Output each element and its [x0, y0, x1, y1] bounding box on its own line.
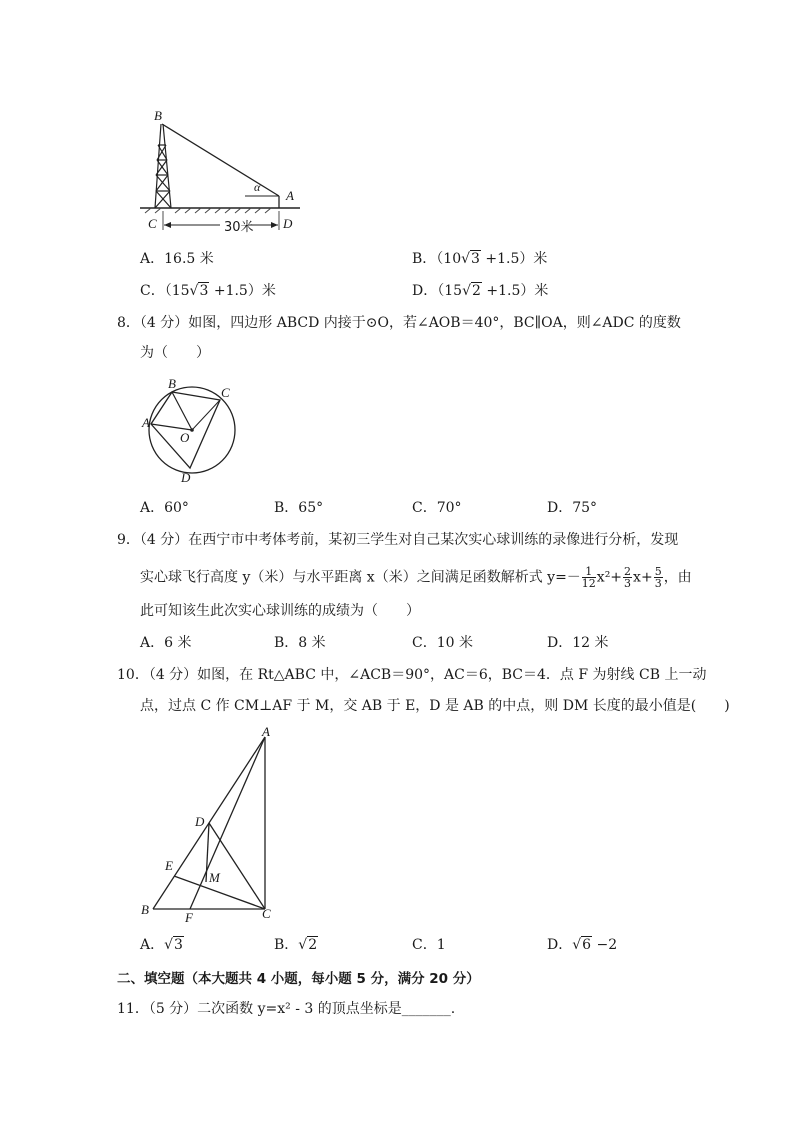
q10-option-b[interactable] [274, 935, 318, 955]
q10-option-b-key: B． [274, 937, 299, 953]
circle-label-D: D [181, 470, 191, 485]
tower-figure [135, 105, 305, 235]
q9-stem-text-b: x²+ [596, 569, 623, 586]
q10-option-d-post: −2 [592, 937, 618, 953]
q11-stem: 11．（5 分）二次函数 y=x² - 3 的顶点坐标是_______. [117, 1001, 456, 1017]
q7-option-b-pre: （10 [436, 251, 462, 267]
q9-option-a[interactable]: A．6 米 [140, 635, 192, 651]
tower-label-alpha: α [254, 180, 261, 194]
q10-option-a-key: A． [140, 937, 165, 953]
q7-option-b[interactable] [412, 249, 547, 269]
sqrt-icon: √ [462, 283, 471, 299]
q10-option-c-key: C． [412, 937, 437, 953]
q10-option-b-radicand: 2 [308, 937, 318, 953]
q9-option-d[interactable]: D．12 米 [547, 635, 609, 651]
tower-label-C: C [148, 216, 157, 231]
q9-stem-text-d: ，由 [663, 569, 692, 586]
q10-option-d-radicand: 6 [582, 937, 592, 953]
triangle-label-F: F [185, 910, 193, 925]
triangle-label-A: A [262, 724, 270, 739]
tower-label-A: A [286, 188, 294, 203]
sqrt-icon: √ [189, 283, 199, 299]
q10-stem-line1: 10．（4 分）如图，在 Rt△ABC 中，∠ACB＝90°，AC＝6，BC＝4．点 F 为射线 CB 上一动 [117, 667, 707, 683]
triangle-label-E: E [165, 858, 173, 873]
q8-option-d[interactable]: D．75° [547, 500, 598, 516]
fraction: $\frac{2}{3}$ [624, 565, 632, 590]
tower-label-B: B [154, 108, 162, 123]
q7-option-c-pre: （15 [164, 283, 190, 299]
q7-option-c-post: +1.5）米 [209, 283, 276, 299]
fraction: $\frac{1}{12}$ [581, 565, 596, 590]
q7-option-b-post: +1.5）米 [480, 251, 548, 267]
q7-option-d-key: D． [412, 283, 438, 299]
q7-option-d[interactable] [412, 281, 548, 301]
q9-stem-text-a: 实心球飞行高度 y（米）与水平距离 x（米）之间满足函数解析式 y=－ [140, 569, 581, 586]
q7-option-d-post: +1.5）米 [481, 283, 549, 299]
fraction: $\frac{5}{3}$ [654, 565, 662, 590]
q9-stem-line3: 此可知该生此次实心球训练的成绩为（ ） [140, 603, 420, 619]
q8-option-c[interactable]: C．70° [412, 500, 462, 516]
q9-stem-line2 [140, 566, 692, 589]
sqrt-icon: √ [461, 251, 471, 267]
sqrt-icon: √ [572, 937, 582, 953]
q10-option-c-text: 1 [436, 937, 446, 953]
q7-option-c-key: C． [140, 283, 165, 299]
q8-option-b[interactable]: B．65° [274, 500, 324, 516]
circle-label-O: O [180, 430, 190, 445]
circle-figure [145, 378, 245, 478]
triangle-figure [150, 735, 280, 920]
circle-label-A: A [142, 415, 150, 430]
q10-option-a[interactable] [140, 935, 184, 955]
q10-option-d[interactable] [547, 935, 617, 955]
tower-distance-label: 30米 [224, 220, 254, 235]
q10-option-c[interactable] [412, 935, 446, 955]
q7-option-b-radicand: 3 [471, 251, 480, 267]
q7-option-a-key: A． [140, 251, 165, 267]
q9-option-b[interactable]: B．8 米 [274, 635, 326, 651]
q8-option-a[interactable]: A．60° [140, 500, 189, 516]
q9-option-c[interactable]: C．10 米 [412, 635, 473, 651]
q7-option-a-text: 16.5 米 [164, 251, 214, 267]
q7-option-d-radicand: 2 [471, 283, 481, 299]
sqrt-icon: √ [298, 937, 308, 953]
q10-option-a-radicand: 3 [174, 937, 183, 953]
triangle-label-D: D [195, 814, 205, 829]
q9-stem-text-c: x+ [633, 569, 653, 586]
q7-option-c-radicand: 3 [199, 283, 209, 299]
q10-option-d-key: D． [547, 937, 573, 953]
q7-option-a[interactable] [140, 249, 214, 269]
q7-option-c[interactable] [140, 281, 276, 301]
tower-label-D: D [283, 216, 293, 231]
q8-stem-line1: 8．（4 分）如图，四边形 ABCD 内接于⊙O，若∠AOB＝40°，BC∥OA，则∠ADC 的度数 [117, 315, 681, 331]
triangle-label-M: M [209, 870, 220, 885]
triangle-label-B: B [141, 902, 149, 917]
triangle-label-C: C [262, 906, 271, 921]
q7-option-b-key: B． [412, 251, 437, 267]
q9-stem-line1: 9．（4 分）在西宁市中考体考前，某初三学生对自己某次实心球训练的录像进行分析，发现 [117, 532, 679, 548]
sqrt-icon: √ [164, 937, 174, 953]
q8-stem-line2: 为（ ） [140, 345, 210, 361]
q10-stem-line2: 点，过点 C 作 CM⊥AF 于 M，交 AB 于 E，D 是 AB 的中点，则 DM 长度的最小值是( ) [140, 698, 730, 714]
circle-label-B: B [168, 376, 176, 391]
circle-label-C: C [221, 385, 230, 400]
q7-option-d-pre: （15 [437, 283, 463, 299]
section-heading-fill-in: 二、填空题（本大题共 4 小题，每小题 5 分，满分 20 分） [117, 971, 480, 987]
